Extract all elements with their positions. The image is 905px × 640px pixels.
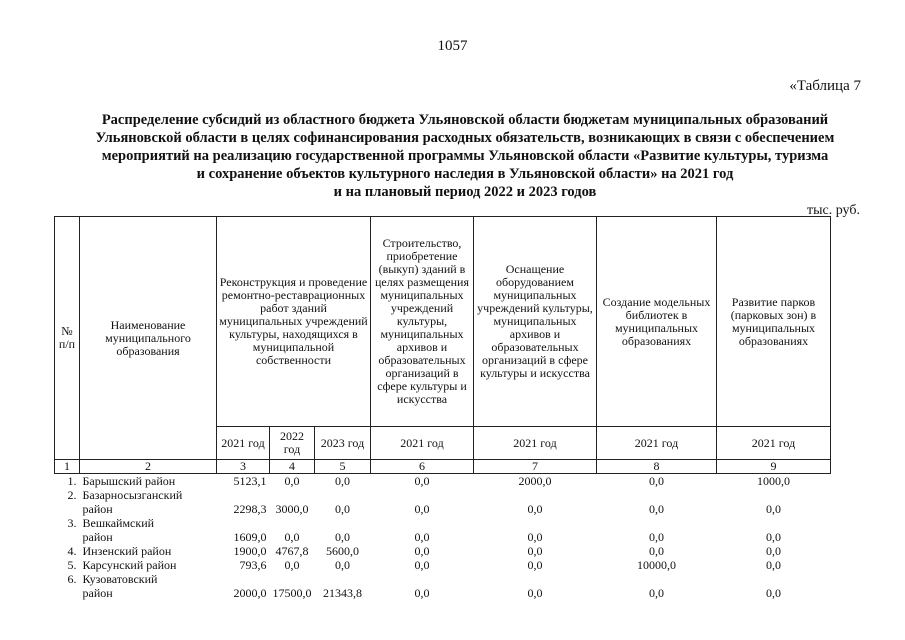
value-cell: 0,0: [335, 502, 350, 516]
value-cell: 3000,0: [275, 502, 309, 516]
value-cell: 0,0: [284, 558, 300, 572]
column-number: 9: [717, 460, 831, 474]
value-cell: 0,0: [414, 558, 430, 572]
header-equipment: Оснащение оборудованием муниципальных учреждений культуры, муниципальных архивов и образовательных организаций в сфере культуры и искусства: [474, 217, 597, 427]
value-cell: 17500,0: [272, 586, 312, 600]
value-cell: 0,0: [649, 530, 664, 544]
header-name: Наименование муниципального образования: [80, 217, 217, 460]
title-line: и на плановый период 2022 и 2023 годов: [333, 184, 597, 200]
value-cell: 0,0: [649, 474, 664, 488]
value-cell: 0,0: [414, 530, 430, 544]
value-cell: 0,0: [649, 586, 664, 600]
district-name: Барышский район: [82, 474, 176, 488]
page-number: 1057: [437, 38, 468, 54]
value-cell: 0,0: [766, 544, 781, 558]
value-cell: 5123,1: [233, 474, 267, 488]
value-cell: 0,0: [527, 558, 543, 572]
district-name: Базарносызганский район: [82, 488, 183, 516]
district-name: Вешкаймский район: [82, 516, 155, 544]
value-cell: 0,0: [766, 586, 781, 600]
column-number: 7: [474, 460, 597, 474]
district-name: Кузоватовский район: [82, 572, 158, 600]
title-line: мероприятий на реализацию государственной программы Ульяновской области «Развитие культуры, туризма: [101, 148, 829, 164]
document-title: [55, 111, 875, 201]
value-cell: 0,0: [527, 530, 543, 544]
table-row: [55, 572, 831, 600]
value-cell: 0,0: [335, 558, 350, 572]
header-year-2021: 2021 год: [217, 427, 270, 460]
column-number: 4: [270, 460, 315, 474]
table-row: [55, 558, 831, 572]
value-cell: 0,0: [414, 474, 430, 488]
value-cell: 1900,0: [233, 544, 267, 558]
row-number: 3.: [67, 516, 77, 530]
column-number: 5: [315, 460, 371, 474]
header-year-2021: 2021 год: [717, 427, 831, 460]
value-cell: 0,0: [284, 530, 300, 544]
value-cell: 1609,0: [233, 530, 267, 544]
row-number: 1.: [67, 474, 77, 488]
header-year-2023: 2023 год: [315, 427, 371, 460]
value-cell: 0,0: [766, 558, 781, 572]
value-cell: 793,6: [239, 558, 267, 572]
value-cell: 0,0: [766, 502, 781, 516]
value-cell: 0,0: [766, 530, 781, 544]
value-cell: 2000,0: [518, 474, 552, 488]
column-number-row: [55, 460, 831, 474]
header-construction: Строительство, приобретение (выкуп) зданий в целях размещения муниципальных учреждений культуры, муниципальных архивов и образовательных организаций в сфере культуры и искусства: [371, 217, 474, 427]
value-cell: 10000,0: [637, 558, 676, 572]
header-year-2021: 2021 год: [474, 427, 597, 460]
value-cell: 0,0: [335, 530, 350, 544]
value-cell: 0,0: [527, 502, 543, 516]
value-cell: 0,0: [414, 586, 430, 600]
header-num: № п/п: [55, 217, 80, 460]
value-cell: 0,0: [527, 544, 543, 558]
column-number: 6: [371, 460, 474, 474]
row-number: 6.: [67, 572, 77, 586]
value-cell: 0,0: [284, 474, 300, 488]
row-number: 2.: [67, 488, 77, 502]
table-row: [55, 516, 831, 544]
title-line: Распределение субсидий из областного бюджета Ульяновской области бюджетам муниципальных образований: [101, 112, 829, 128]
row-number: 4.: [67, 544, 77, 558]
subsidy-table: [54, 216, 831, 600]
column-number: 1: [55, 460, 80, 474]
column-number: 8: [597, 460, 717, 474]
header-parks: Развитие парков (парковых зон) в муниципальных образованиях: [717, 217, 831, 427]
value-cell: 0,0: [414, 544, 430, 558]
title-line: и сохранение объектов культурного наследия в Ульяновской области» на 2021 год: [196, 166, 734, 182]
district-name: Инзенский район: [82, 544, 172, 558]
value-cell: 0,0: [527, 586, 543, 600]
header-year-2021: 2021 год: [371, 427, 474, 460]
table-row: [55, 544, 831, 558]
district-name: Карсунский район: [82, 558, 177, 572]
value-cell: 1000,0: [757, 474, 790, 488]
table-row: [55, 474, 831, 489]
table-row: [55, 488, 831, 516]
header-year-2021: 2021 год: [597, 427, 717, 460]
header-year-2022: 2022 год: [270, 427, 315, 460]
column-number: 2: [80, 460, 217, 474]
value-cell: 0,0: [649, 502, 664, 516]
value-cell: 21343,8: [323, 586, 362, 600]
table-label: «Таблица 7: [789, 78, 861, 94]
header-reconstruction: Реконструкция и проведение ремонтно-реставрационных работ зданий муниципальных учреждений культуры, находящихся в муниципальной собственности: [217, 217, 371, 427]
value-cell: 0,0: [649, 544, 664, 558]
title-line: Ульяновской области в целях софинансирования расходных обязательств, возникающих в связи с обеспечением: [95, 130, 835, 146]
column-number: 3: [217, 460, 270, 474]
value-cell: 2298,3: [233, 502, 267, 516]
units-label: тыс. руб.: [807, 203, 860, 218]
value-cell: 5600,0: [326, 544, 359, 558]
value-cell: 4767,8: [275, 544, 309, 558]
value-cell: 2000,0: [233, 586, 267, 600]
value-cell: 0,0: [335, 474, 350, 488]
header-libraries: Создание модельных библиотек в муниципальных образованиях: [597, 217, 717, 427]
value-cell: 0,0: [414, 502, 430, 516]
row-number: 5.: [67, 558, 77, 572]
